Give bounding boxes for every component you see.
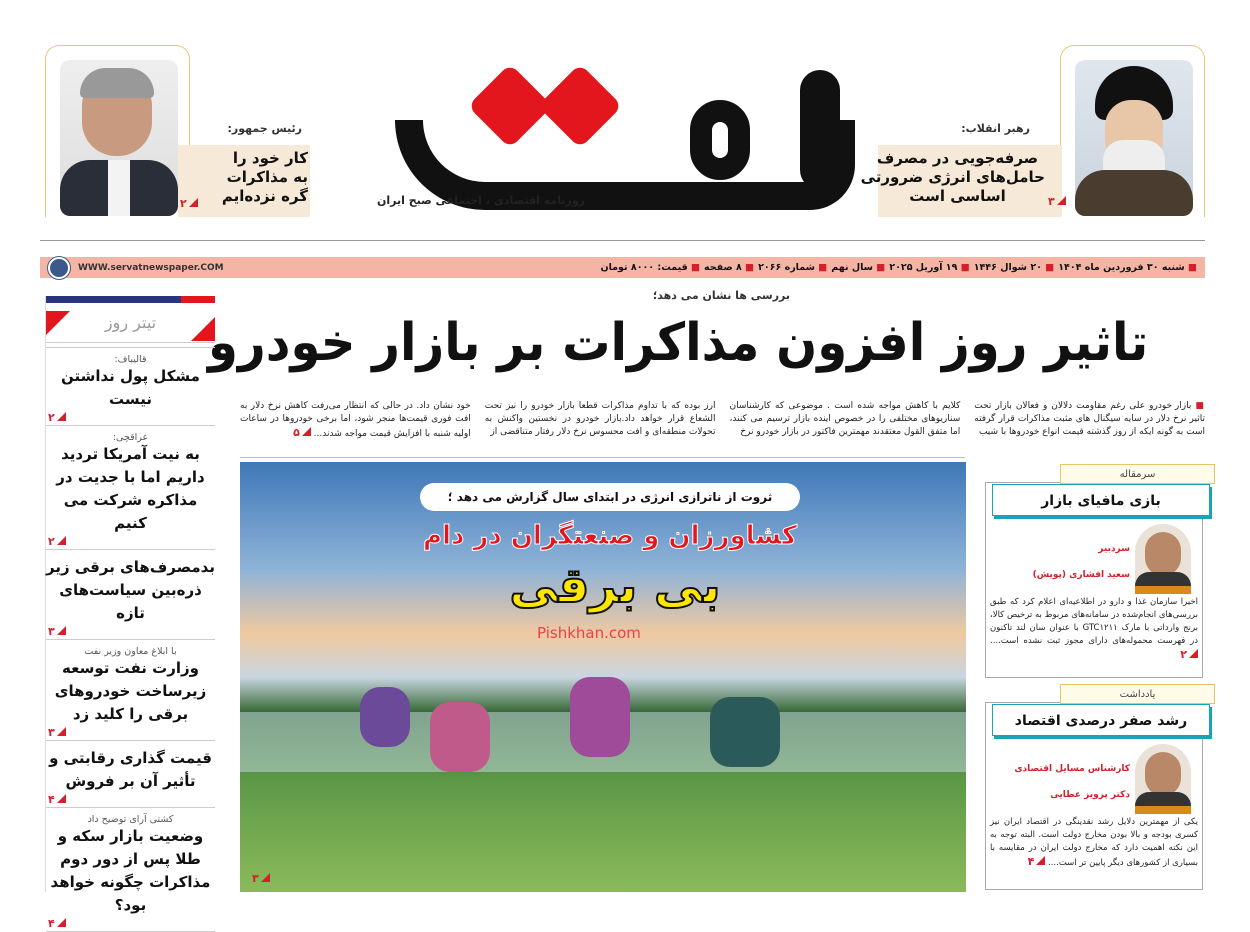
item-headline: به نیت آمریکا تردید داریم اما با جدیت در مذاکره شرکت می کنیم [56, 445, 205, 532]
lead-column: ارز بوده که با تداوم مذاکرات قطعا بازار خودرو را نیز تحت الشعاع قرار خواهد داد.بازار خودرو در نخستین واکنش به تحولات منطقه‌ای و افت محسوس نرخ دلار رفتار متناقضی از [484, 401, 716, 437]
headline-line: کار خود را [232, 149, 308, 167]
date-bar [40, 257, 1205, 278]
date-item: ■ ۲۰ شوال ۱۴۴۶ [973, 262, 1055, 273]
page-ref: ۳ [1048, 195, 1066, 208]
main-kicker: بررسی ها نشان می دهد؛ [652, 289, 790, 302]
list-item[interactable] [46, 550, 215, 640]
photo-headline-2[interactable]: بی برقی [509, 558, 721, 614]
opinion-tab: یادداشت [1060, 684, 1215, 704]
president-photo [60, 60, 178, 216]
leader-photo [1075, 60, 1193, 216]
right-teaser-label: رهبر انقلاب: [961, 122, 1030, 135]
right-teaser-headline[interactable] [860, 149, 1045, 206]
headline-line: گره نزده‌ایم [221, 187, 308, 205]
date-item: ■ ۱۹ آوریل ۲۰۲۵ [889, 262, 970, 273]
left-teaser-label: رئیس جمهور: [227, 122, 302, 135]
headline-line: حامل‌های انرژی ضرورتی [860, 168, 1045, 186]
opinion-tab: سرمقاله [1060, 464, 1215, 484]
page-ref: ۴ [1028, 855, 1046, 868]
opinion-title[interactable]: بازی مافیای بازار [992, 484, 1210, 516]
date-item: ■ شماره ۲۰۶۶ [758, 262, 828, 273]
item-headline: وضعیت بازار سکه و طلا پس از دور دوم مذاکرات چگونه خواهد بود؟ [50, 827, 211, 914]
item-kicker: عراقچی: [112, 432, 149, 443]
date-item: ■ سال نهم [831, 262, 886, 273]
page-ref: ۳ [252, 872, 270, 885]
author-role: کارشناس مسایل اقتصادی [1014, 764, 1130, 774]
item-headline: قیمت گذاری رقابتی و تأثیر آن بر فروش [49, 749, 212, 790]
date-items [597, 262, 1198, 273]
photo-kicker: ثروت از ناترازی انرژی در ابتدای سال گزارش می دهد ؛ [420, 483, 800, 511]
lead-column: کلایم با کاهش مواجه شده است . موضوعی که کارشناسان سناریوهای مختلفی را در خصوص اینده بازار ترسیم می کنند، اما متفق القول معتقدند مهمترین فاکتور در بازار خودرو نرخ [729, 401, 961, 437]
date-item: ■ قیمت: ۸۰۰۰ تومان [600, 262, 701, 273]
page-ref: ۲ [48, 536, 66, 548]
page-ref: ۴ [48, 918, 66, 930]
item-headline: وزارت نفت توسعه زیرساخت خودروهای برقی را کلید زد [54, 659, 207, 723]
headline-line: به مذاکرات [226, 168, 308, 186]
item-headline: مشکل پول نداشتن نیست [61, 367, 200, 408]
list-item[interactable] [46, 426, 215, 550]
author-name: دکتر پرویز عطایی [1050, 790, 1130, 800]
date-item: ■ ۸ صفحه [704, 262, 755, 273]
left-teaser-headline[interactable] [200, 149, 308, 206]
main-headline[interactable]: تاثیر روز افزون مذاکرات بر بازار خودرو [207, 313, 1148, 373]
page-ref: ۵ [293, 426, 311, 439]
lead-column: خود نشان داد. در حالی که انتظار می‌رفت کاهش نرخ دلار به افت فوری قیمت‌ها منجر شود، اما برخی خودروها در ساعات اولیه شنبه با افزایش قیمت مواجه شدند... ۵ [240, 401, 471, 439]
page-ref: ۴ [48, 794, 66, 806]
corner-icon [191, 317, 215, 341]
page-ref: ۳ [48, 626, 66, 638]
globe-icon [48, 257, 70, 279]
opinion-title[interactable]: رشد صفر درصدی اقتصاد [992, 704, 1210, 736]
item-kicker: با ابلاغ معاون وزیر نفت [84, 646, 177, 657]
page-ref: ۲ [48, 412, 66, 424]
left-column [45, 296, 215, 930]
lead-columns [240, 400, 1205, 441]
list-item[interactable] [46, 640, 215, 741]
opinion-text [990, 816, 1198, 870]
item-kicker: قالیباف: [114, 354, 147, 365]
page-ref: ۲ [1180, 648, 1198, 661]
divider [40, 240, 1205, 241]
watermark: Pishkhan.com [537, 624, 641, 642]
page-ref: ۲ [180, 197, 198, 210]
section-title: تیتر روز [104, 313, 157, 332]
page-ref: ۳ [48, 727, 66, 739]
website-link[interactable]: WWW.servatnewspaper.COM [78, 262, 224, 273]
color-bar [46, 296, 215, 303]
author-photo [1135, 744, 1191, 814]
main-headline-wrap [207, 310, 1185, 376]
list-item[interactable] [46, 808, 215, 932]
headline-line: اساسی است [909, 187, 1006, 205]
tagline: روزنامه اقتصادی ، اجتماعی صبح ایران [376, 194, 585, 207]
opinion-body: اخیرا سازمان غذا و دارو در اطلاعیه‌ای اعلام کرد که طبق بررسی‌های انجام‌شده در سامانه‌های مربوط به ترخیص کالا، برنج وارداتی با مارک GTC۱۲۱۱ با عنوان سان لند تاکنون در فهرست محموله‌های دارای مجوز ثبت نشده است.... [990, 597, 1198, 646]
opinion-body: یکی از مهمترین دلایل رشد نقدینگی در اقتصاد ایران نیز کسری بودجه و بالا بودن مخارج دولت است. البته توجه به این نکته اهمیت دارد که مخارج دولت ایران در مقایسه با بسیاری از کشورهای دیگر پایین تر است.... [990, 817, 1198, 868]
lead-column: ■ بازار خودرو علی رغم مقاومت دلالان و فعالان بازار تحت تاثیر نرخ دلار در سایه سیگنال های مثبت مذاکرات قرار گرفته است به گونه ایکه از روز گذشته قیمت انواع خودروها با شیب [974, 401, 1205, 437]
opinion-text [990, 596, 1198, 663]
list-item[interactable] [46, 741, 215, 808]
divider [240, 457, 965, 458]
list-item[interactable] [46, 348, 215, 426]
headline-line: صرفه‌جویی در مصرف [876, 149, 1039, 167]
item-headline: بدمصرف‌های برقی زیر ذره‌بین سیاست‌های تازه [46, 558, 215, 622]
author-photo [1135, 524, 1191, 594]
date-item: ■ شنبه ۳۰ فروردین ماه ۱۴۰۴ [1058, 262, 1197, 273]
photo-headline-1[interactable]: کشاورزان و صنعتگران در دام [423, 521, 797, 551]
newspaper-logo[interactable] [376, 40, 860, 220]
item-kicker: کشتی آرای توضیح داد [87, 814, 174, 825]
corner-icon [46, 311, 70, 335]
author-name: سعید افشاری (پویش) [1032, 570, 1130, 580]
author-role: سردبیر [1098, 544, 1130, 554]
